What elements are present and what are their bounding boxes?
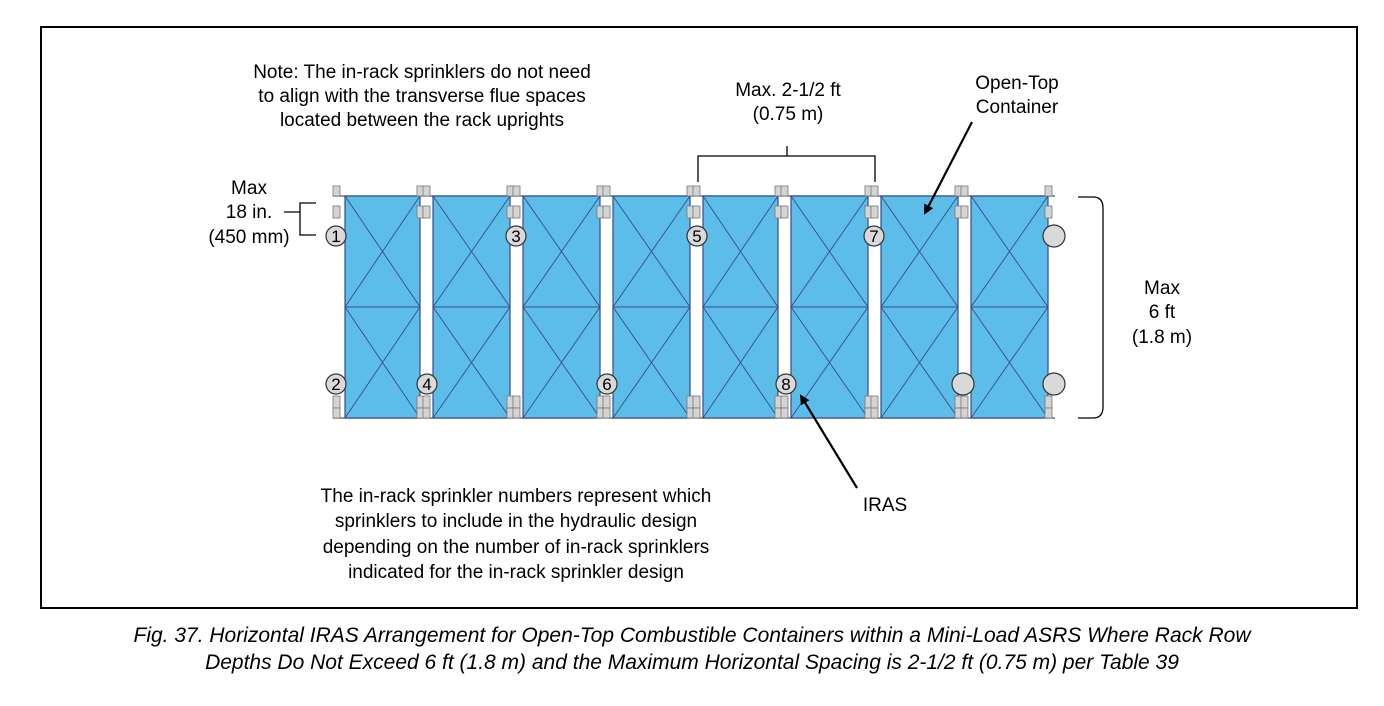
container-line-2: Container [975, 97, 1059, 118]
max-depth-label [1132, 278, 1192, 348]
rack-upright-tab [781, 186, 788, 196]
rack-upright-tab [1045, 206, 1052, 218]
design-line-3: depending on the number of in-rack sprinklers [322, 537, 710, 558]
rack-upright-tab [781, 396, 788, 408]
rack-upright-tab [513, 206, 520, 218]
max-spacing-label [735, 80, 841, 125]
iras-label: IRAS [862, 495, 908, 516]
sprinkler-number-7: 7 [869, 227, 879, 246]
note-line-3: located between the rack uprights [279, 110, 565, 131]
rack-upright-tab [333, 186, 340, 196]
depth-bracket [1078, 197, 1103, 418]
rack-upright-tab [333, 206, 340, 218]
rack-upright-tab [961, 408, 968, 418]
rack-upright-tab [333, 408, 340, 418]
rack-upright-tab [513, 408, 520, 418]
open-top-container-label [975, 73, 1059, 118]
rack-upright-tab [693, 206, 700, 218]
rack-upright-tab [1045, 408, 1052, 418]
note-line-1: Note: The in-rack sprinklers do not need [253, 62, 591, 83]
vertical-line-1: Max [231, 178, 267, 199]
depth-line-2: 6 ft [1148, 302, 1176, 323]
design-line-1: The in-rack sprinkler numbers represent which [320, 486, 712, 507]
rack-assembly [326, 186, 1065, 418]
design-line-4: indicated for the in-rack sprinkler design [348, 562, 684, 583]
rack-upright-tab [781, 206, 788, 218]
sprinkler-number-5: 5 [692, 227, 702, 246]
rack-upright-tab [693, 186, 700, 196]
rack-upright-tab [603, 186, 610, 196]
rack-upright-tab [423, 408, 430, 418]
note-line-2: to align with the transverse flue spaces [258, 86, 586, 107]
rack-upright-tab [423, 396, 430, 408]
max-vertical-label [208, 178, 289, 248]
rack-upright-tab [871, 206, 878, 218]
rack-upright-tab [603, 408, 610, 418]
rack-upright-tab [603, 206, 610, 218]
iras-sprinkler-unnumbered [952, 373, 974, 395]
sprinkler-number-6: 6 [602, 375, 612, 394]
iras-sprinkler-unnumbered [1043, 225, 1065, 247]
rack-upright-tab [423, 206, 430, 218]
rack-upright-tab [781, 408, 788, 418]
sprinkler-number-4: 4 [422, 375, 432, 394]
rack-upright-tab [961, 206, 968, 218]
rack-upright-tab [1045, 396, 1052, 408]
design-note-text [321, 486, 712, 583]
sprinkler-number-2: 2 [331, 375, 341, 394]
figure-caption-line-1: Fig. 37. Horizontal IRAS Arrangement for Open-Top Combustible Containers within a Mini-Load ASRS Where Rack Row [133, 624, 1251, 647]
rack-upright-tab [871, 186, 878, 196]
rack-upright-tab [961, 396, 968, 408]
vertical-line-2: 18 in. [225, 202, 273, 223]
design-line-2: sprinklers to include in the hydraulic design [334, 511, 698, 532]
container-line-1: Open-Top [975, 73, 1059, 94]
sprinkler-number-8: 8 [781, 375, 791, 394]
vertical-line-3: (450 mm) [208, 227, 290, 248]
spacing-line-1: Max. 2-1/2 ft [735, 80, 841, 101]
iras-sprinkler-unnumbered [1043, 373, 1065, 395]
rack-upright-tab [961, 186, 968, 196]
rack-upright-tab [693, 408, 700, 418]
note-text [253, 62, 591, 131]
rack-upright-tab [693, 396, 700, 408]
rack-upright-tab [333, 396, 340, 408]
rack-upright-tab [871, 408, 878, 418]
spacing-bracket [698, 146, 875, 182]
rack-upright-tab [513, 186, 520, 196]
rack-upright-tab [1045, 186, 1052, 196]
rack-upright-tab [513, 396, 520, 408]
depth-line-1: Max [1144, 278, 1180, 299]
rack-upright-tab [871, 396, 878, 408]
sprinkler-number-1: 1 [331, 227, 341, 246]
spacing-line-2: (0.75 m) [752, 104, 824, 125]
rack-upright-tab [423, 186, 430, 196]
figure-caption-line-2: Depths Do Not Exceed 6 ft (1.8 m) and the Maximum Horizontal Spacing is 2-1/2 ft (0.75 m) per Table 39 [205, 651, 1179, 674]
rack-upright-tab [603, 396, 610, 408]
sprinkler-number-3: 3 [511, 227, 521, 246]
depth-line-3: (1.8 m) [1131, 327, 1193, 348]
